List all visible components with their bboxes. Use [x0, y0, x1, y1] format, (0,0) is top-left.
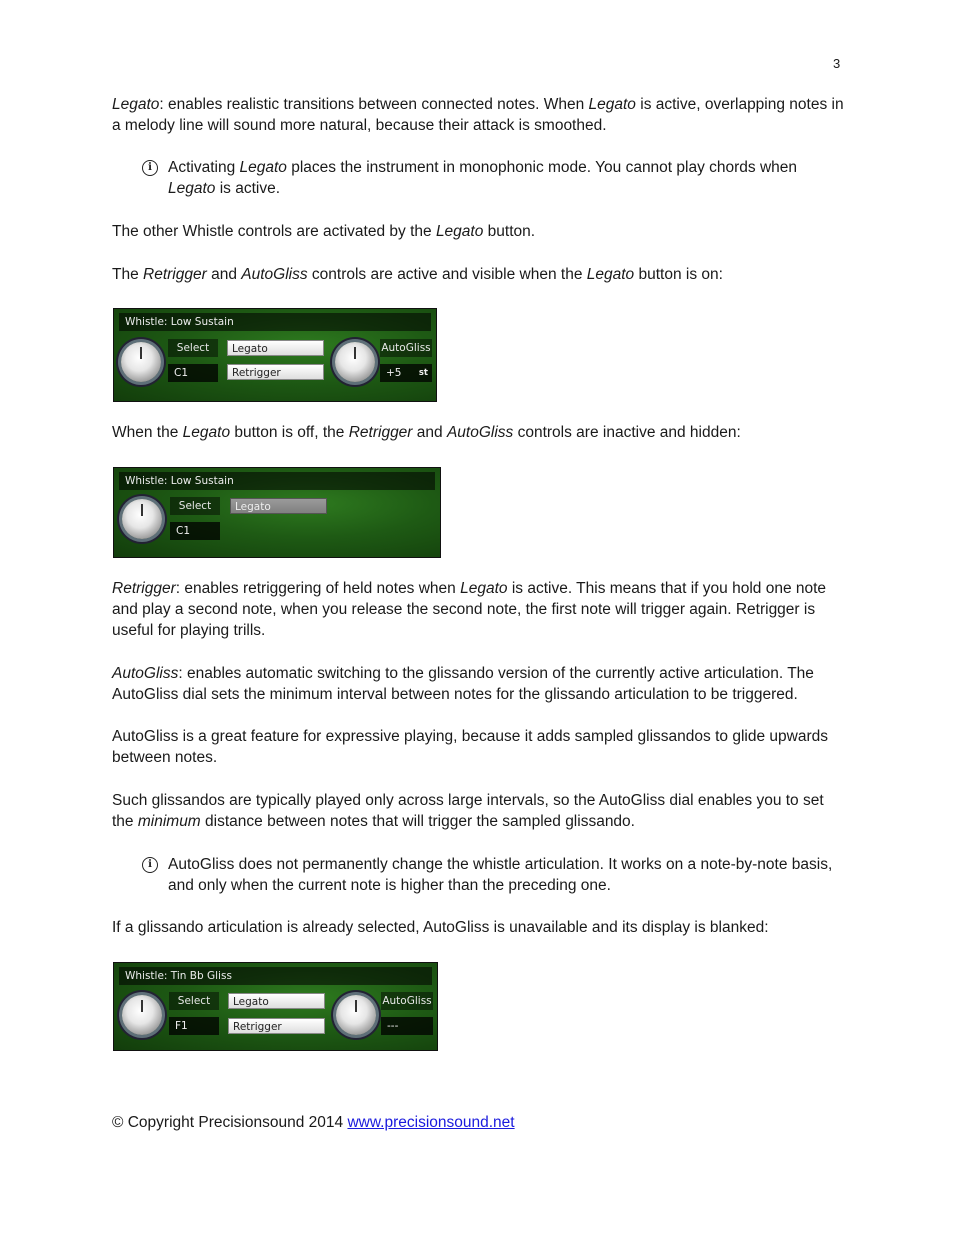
legato-button[interactable]: Legato	[227, 340, 324, 356]
legato-button[interactable]: Legato	[230, 498, 327, 514]
whistle-panel-legato-off	[113, 467, 441, 558]
panel-title: Whistle: Low Sustain	[119, 472, 435, 490]
autogliss-value[interactable]: +5 st	[380, 364, 432, 382]
retrigger-paragraph: Retrigger: enables retriggering of held notes when Legato is active. This means that if you hold one note and play a second note, when you release the second note, the first note will trigger again. Retrigger is useful for playing trills.	[112, 580, 827, 639]
panel-title: Whistle: Tin Bb Gliss	[119, 967, 432, 985]
select-value[interactable]: F1	[169, 1017, 219, 1035]
legato-button[interactable]: Legato	[228, 993, 325, 1009]
select-knob[interactable]	[121, 342, 161, 382]
legato-off-paragraph: When the Legato button is off, the Retrigger and AutoGliss controls are inactive and hidden:	[112, 424, 741, 441]
legato-mono-note: i Activating Legato places the instrument in monophonic mode. You cannot play chords when Legato is active.	[142, 157, 842, 199]
autogliss-paragraph: AutoGliss: enables automatic switching to the glissando version of the currently active articulation. The AutoGliss dial sets the minimum interval between notes for the glissando articulation to be triggered.	[112, 665, 814, 703]
semitone-unit: st	[418, 368, 428, 378]
autogliss-value[interactable]: ---	[381, 1017, 433, 1035]
active-visible-paragraph: The Retrigger and AutoGliss controls are active and visible when the Legato button is on:	[112, 266, 723, 283]
autogliss-label: AutoGliss	[380, 339, 432, 357]
retrigger-button[interactable]: Retrigger	[228, 1018, 325, 1034]
legato-paragraph: Legato: enables realistic transitions between connected notes. When Legato is active, overlapping notes in a melody line will sound more natural, because their attack is smoothed.	[112, 96, 844, 134]
autogliss-label: AutoGliss	[381, 992, 433, 1010]
select-label: Select	[169, 992, 219, 1010]
select-knob[interactable]	[122, 995, 162, 1035]
whistle-panel-legato-on	[113, 308, 437, 402]
retrigger-button[interactable]: Retrigger	[227, 364, 324, 380]
whistle-panel-gliss	[113, 962, 438, 1051]
page-number: 3	[833, 56, 841, 71]
autogliss-knob[interactable]	[335, 342, 375, 382]
copyright-footer: © Copyright Precisionsound 2014 www.precisionsound.net	[112, 1114, 515, 1131]
panel-title: Whistle: Low Sustain	[119, 313, 431, 331]
glissando-intervals-paragraph: Such glissandos are typically played only across large intervals, so the AutoGliss dial enables you to set the minimum distance between notes that will trigger the sampled glissando.	[112, 792, 824, 830]
select-label: Select	[170, 497, 220, 515]
info-icon: i	[142, 160, 158, 176]
gliss-selected-paragraph: If a glissando articulation is already selected, AutoGliss is unavailable and its display is blanked:	[112, 919, 769, 936]
select-knob[interactable]	[122, 499, 162, 539]
select-label: Select	[168, 339, 218, 357]
info-icon: i	[142, 857, 158, 873]
select-value[interactable]: C1	[170, 522, 220, 540]
website-link[interactable]: www.precisionsound.net	[347, 1114, 515, 1131]
autogliss-knob[interactable]	[336, 995, 376, 1035]
autogliss-note: i AutoGliss does not permanently change the whistle articulation. It works on a note-by-note basis, and only when the current note is higher than the preceding one.	[142, 854, 842, 896]
select-value[interactable]: C1	[168, 364, 218, 382]
autogliss-feature-paragraph: AutoGliss is a great feature for expressive playing, because it adds sampled glissandos to glide upwards between notes.	[112, 728, 828, 766]
controls-paragraph: The other Whistle controls are activated by the Legato button.	[112, 223, 536, 240]
